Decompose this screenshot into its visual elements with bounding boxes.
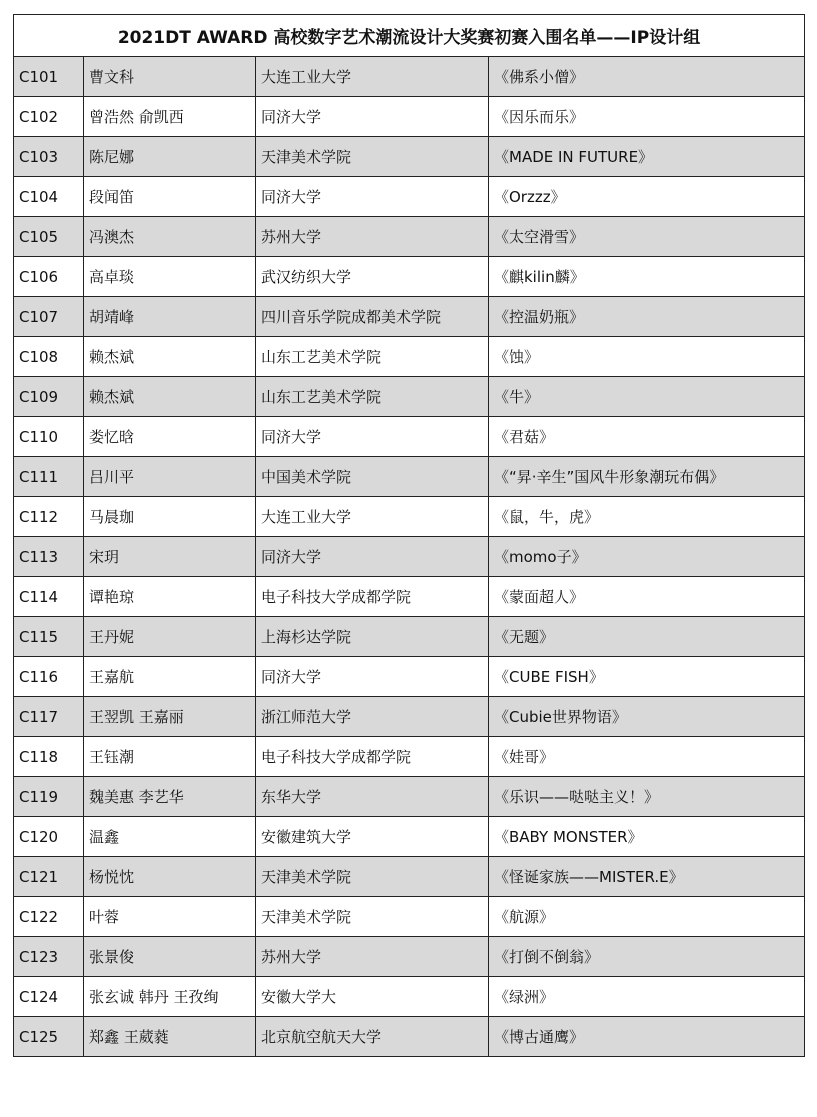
table-row bbox=[14, 1017, 805, 1057]
work-title-cell: 《航源》 bbox=[489, 897, 805, 937]
entry-code-cell: C122 bbox=[14, 897, 84, 937]
finalist-table bbox=[13, 14, 805, 1057]
table-row bbox=[14, 777, 805, 817]
school-cell: 同济大学 bbox=[256, 417, 489, 457]
table-row bbox=[14, 857, 805, 897]
table-body bbox=[14, 57, 805, 1057]
work-title-cell: 《Orzzz》 bbox=[489, 177, 805, 217]
author-name-cell: 王钰潮 bbox=[84, 737, 256, 777]
table-row bbox=[14, 897, 805, 937]
school-cell: 同济大学 bbox=[256, 97, 489, 137]
author-name-cell: 王丹妮 bbox=[84, 617, 256, 657]
author-name-cell: 赖杰斌 bbox=[84, 337, 256, 377]
author-name-cell: 高卓琰 bbox=[84, 257, 256, 297]
author-name-cell: 赖杰斌 bbox=[84, 377, 256, 417]
author-name-cell: 郑鑫 王葳蕤 bbox=[84, 1017, 256, 1057]
author-name-cell: 曹文科 bbox=[84, 57, 256, 97]
author-name-cell: 冯澳杰 bbox=[84, 217, 256, 257]
entry-code-cell: C116 bbox=[14, 657, 84, 697]
table-row bbox=[14, 497, 805, 537]
entry-code-cell: C108 bbox=[14, 337, 84, 377]
entry-code-cell: C114 bbox=[14, 577, 84, 617]
entry-code-cell: C125 bbox=[14, 1017, 84, 1057]
author-name-cell: 张玄诚 韩丹 王孜绚 bbox=[84, 977, 256, 1017]
school-cell: 东华大学 bbox=[256, 777, 489, 817]
school-cell: 电子科技大学成都学院 bbox=[256, 577, 489, 617]
author-name-cell: 娄忆晗 bbox=[84, 417, 256, 457]
school-cell: 天津美术学院 bbox=[256, 897, 489, 937]
entry-code-cell: C111 bbox=[14, 457, 84, 497]
school-cell: 天津美术学院 bbox=[256, 137, 489, 177]
school-cell: 安徽建筑大学 bbox=[256, 817, 489, 857]
author-name-cell: 段闻笛 bbox=[84, 177, 256, 217]
table-row bbox=[14, 537, 805, 577]
work-title-cell: 《麒kilin麟》 bbox=[489, 257, 805, 297]
table-row bbox=[14, 457, 805, 497]
entry-code-cell: C106 bbox=[14, 257, 84, 297]
author-name-cell: 杨悦忱 bbox=[84, 857, 256, 897]
work-title-cell: 《打倒不倒翁》 bbox=[489, 937, 805, 977]
work-title-cell: 《momo子》 bbox=[489, 537, 805, 577]
work-title-cell: 《无题》 bbox=[489, 617, 805, 657]
work-title-cell: 《MADE IN FUTURE》 bbox=[489, 137, 805, 177]
work-title-cell: 《控温奶瓶》 bbox=[489, 297, 805, 337]
school-cell: 武汉纺织大学 bbox=[256, 257, 489, 297]
school-cell: 中国美术学院 bbox=[256, 457, 489, 497]
table-row bbox=[14, 217, 805, 257]
work-title-cell: 《娃哥》 bbox=[489, 737, 805, 777]
author-name-cell: 宋玥 bbox=[84, 537, 256, 577]
school-cell: 山东工艺美术学院 bbox=[256, 377, 489, 417]
school-cell: 四川音乐学院成都美术学院 bbox=[256, 297, 489, 337]
work-title-cell: 《鼠，牛，虎》 bbox=[489, 497, 805, 537]
work-title-cell: 《佛系小僧》 bbox=[489, 57, 805, 97]
school-cell: 苏州大学 bbox=[256, 937, 489, 977]
author-name-cell: 温鑫 bbox=[84, 817, 256, 857]
school-cell: 北京航空航天大学 bbox=[256, 1017, 489, 1057]
author-name-cell: 叶蓉 bbox=[84, 897, 256, 937]
school-cell: 同济大学 bbox=[256, 657, 489, 697]
table-row bbox=[14, 377, 805, 417]
author-name-cell: 张景俊 bbox=[84, 937, 256, 977]
school-cell: 天津美术学院 bbox=[256, 857, 489, 897]
entry-code-cell: C123 bbox=[14, 937, 84, 977]
table-row bbox=[14, 937, 805, 977]
school-cell: 同济大学 bbox=[256, 177, 489, 217]
work-title-cell: 《因乐而乐》 bbox=[489, 97, 805, 137]
author-name-cell: 魏美惠 李艺华 bbox=[84, 777, 256, 817]
entry-code-cell: C107 bbox=[14, 297, 84, 337]
entry-code-cell: C109 bbox=[14, 377, 84, 417]
entry-code-cell: C105 bbox=[14, 217, 84, 257]
entry-code-cell: C115 bbox=[14, 617, 84, 657]
school-cell: 浙江师范大学 bbox=[256, 697, 489, 737]
table-row bbox=[14, 297, 805, 337]
entry-code-cell: C117 bbox=[14, 697, 84, 737]
award-list-sheet bbox=[13, 14, 804, 1057]
title-row bbox=[14, 15, 805, 57]
school-cell: 安徽大学大 bbox=[256, 977, 489, 1017]
table-row bbox=[14, 737, 805, 777]
school-cell: 电子科技大学成都学院 bbox=[256, 737, 489, 777]
school-cell: 大连工业大学 bbox=[256, 57, 489, 97]
work-title-cell: 《“昇·辛生”国风牛形象潮玩布偶》 bbox=[489, 457, 805, 497]
entry-code-cell: C102 bbox=[14, 97, 84, 137]
school-cell: 苏州大学 bbox=[256, 217, 489, 257]
work-title-cell: 《怪诞家族——MISTER.E》 bbox=[489, 857, 805, 897]
table-row bbox=[14, 577, 805, 617]
table-row bbox=[14, 977, 805, 1017]
author-name-cell: 胡靖峰 bbox=[84, 297, 256, 337]
table-row bbox=[14, 137, 805, 177]
work-title-cell: 《蚀》 bbox=[489, 337, 805, 377]
author-name-cell: 王翌凯 王嘉丽 bbox=[84, 697, 256, 737]
school-cell: 上海杉达学院 bbox=[256, 617, 489, 657]
work-title-cell: 《君菇》 bbox=[489, 417, 805, 457]
table-row bbox=[14, 337, 805, 377]
entry-code-cell: C110 bbox=[14, 417, 84, 457]
table-row bbox=[14, 657, 805, 697]
table-row bbox=[14, 817, 805, 857]
school-cell: 大连工业大学 bbox=[256, 497, 489, 537]
table-row bbox=[14, 417, 805, 457]
author-name-cell: 曾浩然 俞凯西 bbox=[84, 97, 256, 137]
author-name-cell: 马晨珈 bbox=[84, 497, 256, 537]
work-title-cell: 《博古通鹰》 bbox=[489, 1017, 805, 1057]
work-title-cell: 《BABY MONSTER》 bbox=[489, 817, 805, 857]
entry-code-cell: C121 bbox=[14, 857, 84, 897]
entry-code-cell: C101 bbox=[14, 57, 84, 97]
entry-code-cell: C113 bbox=[14, 537, 84, 577]
entry-code-cell: C118 bbox=[14, 737, 84, 777]
entry-code-cell: C119 bbox=[14, 777, 84, 817]
entry-code-cell: C104 bbox=[14, 177, 84, 217]
table-row bbox=[14, 697, 805, 737]
work-title-cell: 《太空滑雪》 bbox=[489, 217, 805, 257]
work-title-cell: 《牛》 bbox=[489, 377, 805, 417]
school-cell: 同济大学 bbox=[256, 537, 489, 577]
table-row bbox=[14, 257, 805, 297]
entry-code-cell: C120 bbox=[14, 817, 84, 857]
work-title-cell: 《CUBE FISH》 bbox=[489, 657, 805, 697]
work-title-cell: 《绿洲》 bbox=[489, 977, 805, 1017]
school-cell: 山东工艺美术学院 bbox=[256, 337, 489, 377]
author-name-cell: 谭艳琼 bbox=[84, 577, 256, 617]
table-row bbox=[14, 177, 805, 217]
entry-code-cell: C103 bbox=[14, 137, 84, 177]
entry-code-cell: C124 bbox=[14, 977, 84, 1017]
author-name-cell: 吕川平 bbox=[84, 457, 256, 497]
work-title-cell: 《蒙面超人》 bbox=[489, 577, 805, 617]
table-row bbox=[14, 57, 805, 97]
work-title-cell: 《Cubie世界物语》 bbox=[489, 697, 805, 737]
work-title-cell: 《乐识——哒哒主义！》 bbox=[489, 777, 805, 817]
table-row bbox=[14, 617, 805, 657]
author-name-cell: 王嘉航 bbox=[84, 657, 256, 697]
author-name-cell: 陈尼娜 bbox=[84, 137, 256, 177]
table-row bbox=[14, 97, 805, 137]
entry-code-cell: C112 bbox=[14, 497, 84, 537]
table-title: 2021DT AWARD 高校数字艺术潮流设计大奖赛初赛入围名单——IP设计组 bbox=[14, 15, 805, 57]
